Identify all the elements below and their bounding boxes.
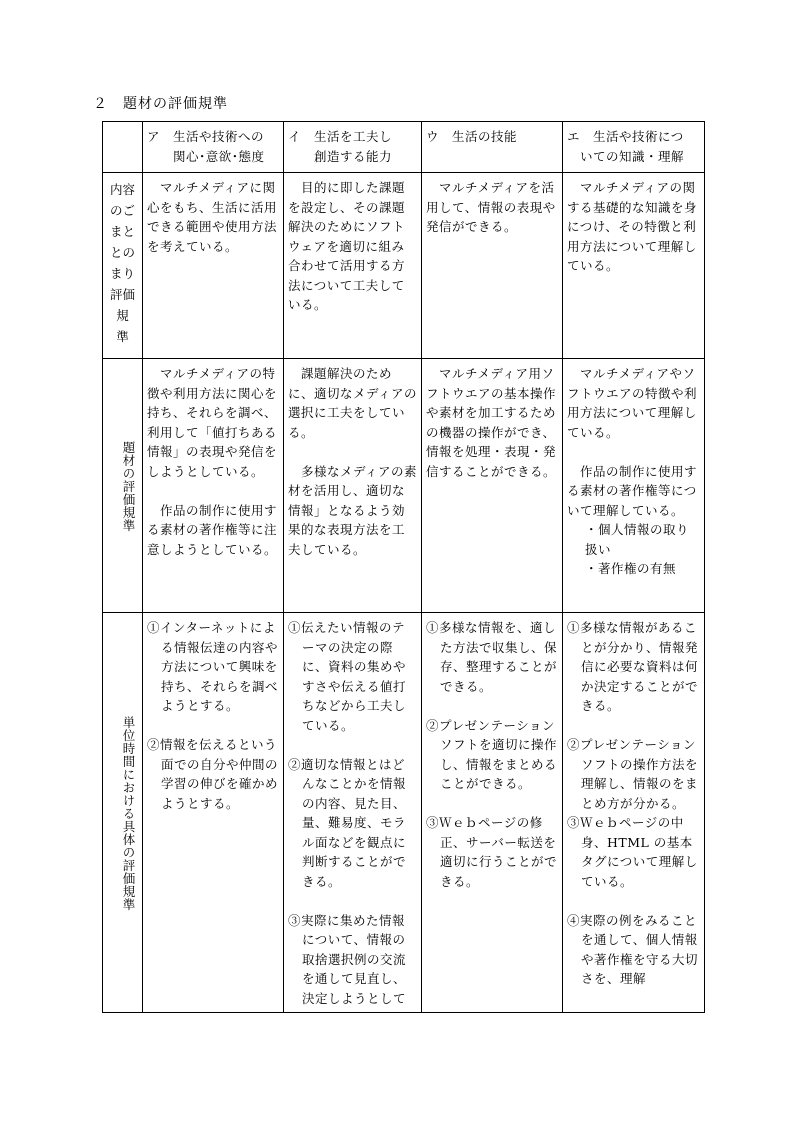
cell [143,613,284,1013]
cell-text: マルチメディアやソフトウエアの特徴や利用方法について理解している。 [567,366,698,440]
cell [422,359,563,613]
cell [143,173,284,359]
list-item: ③Ｗｅｂページの修正、サーバー転送を適切に行うことができる。 [426,815,558,889]
cell-text: 課題解決のために、適切なメディアの選択に工夫をしている。 [288,366,418,440]
evaluation-criteria-table [102,121,705,1013]
bullet-item: ・個人情報の取り扱い [585,522,690,557]
cell-text: 作品の制作に使用する素材の著作権等に注意しようとしている。 [147,502,278,557]
cell-text: マルチメディア用ソフトウエアの基本操作や素材を加工するための機器の操作ができ、情報を処理・表現・発信することができる。 [426,366,557,479]
cell [563,359,705,613]
list-item: ②プレゼンテーションソフトを適切に操作し、情報をまとめることができる。 [426,717,558,791]
list-item: ①多様な情報があることが分かり、情報発信に必要な資料は何か決定することができる。 [567,620,699,713]
cell [284,613,422,1013]
column-header-interest: ア 生活や技術への 関心･意欲･態度 [143,122,284,173]
cell-text: マルチメディアの関する基礎的な知識を身につけ、その特徴と利用方法について理解している。 [567,180,698,273]
cell-text: マルチメディアに関心をもち、生活に活用できる範囲や使用方法を考えている。 [147,180,278,254]
list-item: ④実際の例をみることを通して、個人情報や著作権を守る大切さを、理解 [567,912,699,986]
table-row-lesson-criteria [103,613,705,1013]
column-header-knowledge: エ 生活や技術につ いての知識・理解 [563,122,705,173]
cell [284,359,422,613]
row-label-content [103,173,143,359]
cell-text: 作品の制作に使用する素材の著作権等について理解している。 [567,463,698,518]
list-item: ①伝えたい情報のテーマの決定の際に、資料の集めやすさや伝える値打ちなどから工夫している。 [288,620,407,733]
list-item: ①インターネットによる情報伝達の内容や方法について興味を持ち、それらを調べようとする。 [147,620,279,713]
cell [143,359,284,613]
cell-text: マルチメディアの特徴や利用方法に関心を持ち、それらを調べ、利用して「値打ちある情報」の表現や発信をしようとしている。 [147,366,278,479]
cell-text: 多様なメディアの素材を活用し、適切な情報」となるよう効果的な表現方法を工夫している。 [288,463,418,557]
cell [563,613,705,1013]
list-item: ②情報を伝えるという面での自分や仲間の学習の伸びを確かめようとする。 [147,737,279,811]
corner-cell [103,122,143,173]
header-row [103,122,705,173]
cell-text: マルチメディアを活用して、情報の表現や発信ができる。 [426,180,556,234]
cell [284,173,422,359]
table-row-content-criteria [103,173,705,359]
list-item: ①多様な情報を、適した方法で収集し、保存、整理することができる。 [426,620,558,694]
cell-text: 目的に即した課題を設定し、その課題解決のためにソフトウェアを適切に組み合わせて活用する方法について工夫している。 [288,180,406,312]
section-heading: ２ 題材の評価規準 [93,96,228,112]
list-item: ②プレゼンテーションソフトの操作方法を理解し、情報のをまとめ方が分かる。 [567,737,699,811]
row-label-unit: 題材の評価規準 [103,359,143,613]
column-header-skills: ウ 生活の技能 [422,122,563,173]
bullet-item: ・著作権の有無 [585,561,677,576]
row-label-lesson: 単位時間における具体の評価規準 [103,613,143,1013]
list-item: ③実際に集めた情報について、情報の取捨選択例の交流を通して見直し、決定しようとして [288,912,407,1006]
list-item: ③Ｗｅｂページの中身、HTML の基本タグについて理解している。 [567,815,698,889]
cell [563,173,705,359]
cell [422,613,563,1013]
column-header-creativity: イ 生活を工夫し 創造する能力 [284,122,422,173]
cell [422,173,563,359]
list-item: ②適切な情報とはどんなことかを情報の内容、見た目、量、難易度、モラル面などを観点に判断することができる。 [288,756,407,889]
row-label-text: 内容 のご まと との まり 評価 規 準 [109,182,135,344]
table-row-unit-criteria [103,359,705,613]
